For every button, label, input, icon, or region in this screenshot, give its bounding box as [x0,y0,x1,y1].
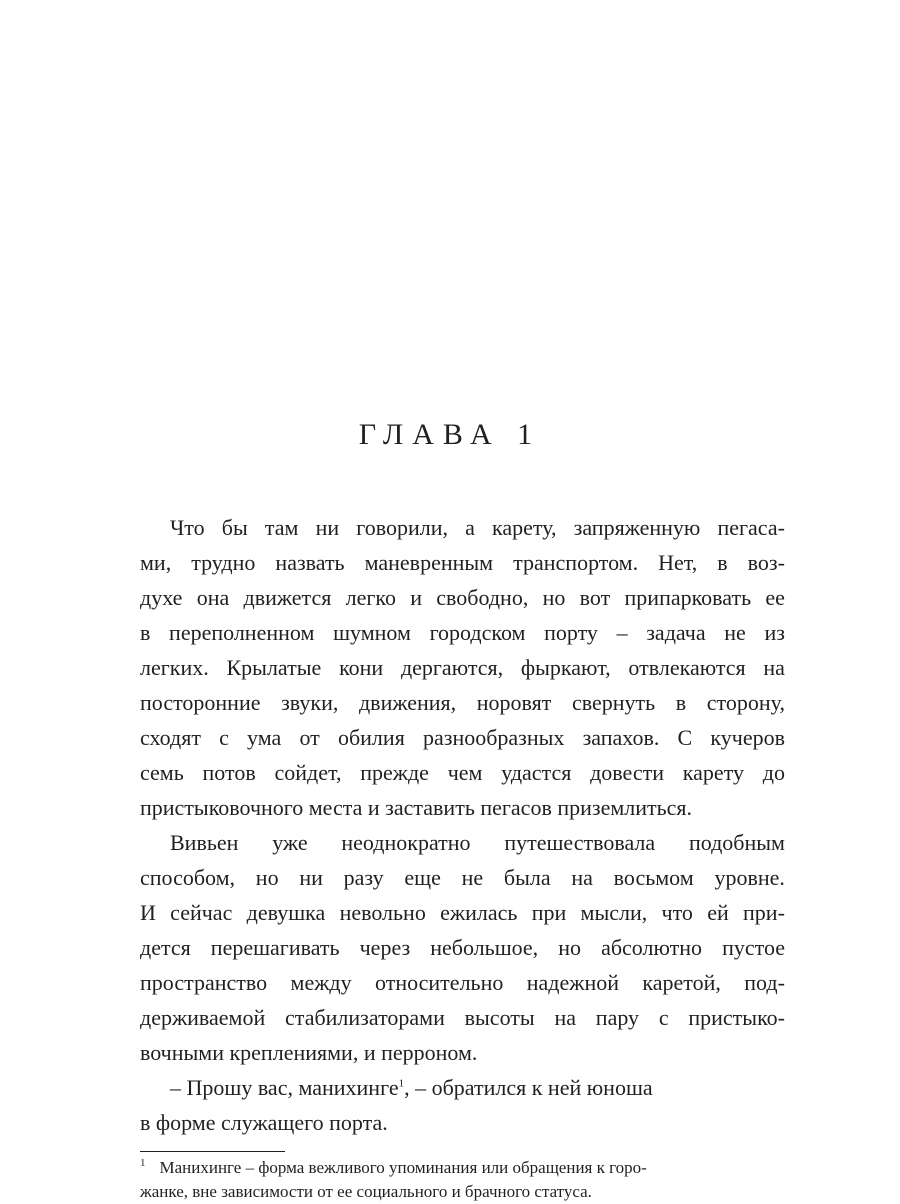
word: норовят [476,690,552,715]
text-line [140,965,785,1000]
paragraph-1 [140,510,785,825]
word: припарковать [624,585,752,610]
word: подобным [688,830,785,855]
dialogue-text: – Прошу вас, манихинге [170,1075,399,1100]
word: ежилась [440,900,518,925]
word: духе [140,585,183,610]
text-line [140,545,785,580]
word: довести [590,760,665,785]
word: Что [170,515,205,540]
chapter-body [140,510,785,1140]
word: при [531,900,567,925]
text-line [140,930,785,965]
footnote-divider [140,1151,285,1152]
word: – [616,620,628,645]
word: легких. [140,655,209,680]
word: до [762,760,785,785]
word: Нет, [658,550,698,575]
word: с [219,725,229,750]
word: из [764,620,785,645]
word: высоты [464,1005,535,1030]
text-line [140,720,785,755]
word: но [542,585,566,610]
word: назвать [275,550,345,575]
word: держиваемой [140,1005,266,1030]
word: легко [345,585,396,610]
word: надежной [526,970,619,995]
word: фыркают, [520,655,611,680]
word: она [196,585,230,610]
word: кони [339,655,384,680]
footnote-ref: 1 [398,1077,405,1090]
word: а [465,515,475,540]
word: не [461,865,484,890]
word: между [290,970,352,995]
word: пару [595,1005,640,1030]
text-line [140,1070,785,1105]
text-line [140,755,785,790]
word: дергаются, [400,655,504,680]
word: семь [140,760,184,785]
word: в [140,620,151,645]
word: ее [765,585,785,610]
word: уже [272,830,308,855]
word: но [255,865,279,890]
word: уровне. [714,865,785,890]
footnote-line: жанке, вне зависимости от ее социального и брачного статуса. [140,1182,592,1201]
word: свернуть [571,690,656,715]
word: пристыко- [688,1005,785,1030]
word: обилия [337,725,405,750]
word: звуки, [281,690,339,715]
word: карету [682,760,745,785]
word: относительно [375,970,504,995]
word: девушка [246,900,326,925]
word: пространство [140,970,268,995]
word: на [763,655,785,680]
word: Крылатые [226,655,322,680]
word: дется [140,935,191,960]
word: пустое [722,935,785,960]
word: под- [744,970,785,995]
word: там [264,515,299,540]
word: в [675,690,687,715]
word: ни [315,515,340,540]
word: движения, [358,690,457,715]
text-line [140,650,785,685]
word: что [661,900,693,925]
text-line: пристыковочного места и заставить пегасов приземлиться. [140,795,693,820]
word: задача [646,620,706,645]
word: небольшое, [430,935,539,960]
word: сторону, [706,690,785,715]
text-line [140,825,785,860]
word: невольно [339,900,426,925]
word: ей [707,900,729,925]
word: мысли, [580,900,648,925]
word: прежде [360,760,429,785]
text-line [140,860,785,895]
word: от [299,725,320,750]
word: порту [544,620,598,645]
text-line [140,510,785,545]
word: но [558,935,582,960]
word: ни [299,865,323,890]
word: чем [447,760,483,785]
word: свободно, [436,585,529,610]
word: потов [202,760,256,785]
word: запахов. [582,725,660,750]
chapter-title: ГЛАВА 1 [358,418,542,451]
word: кучеров [710,725,785,750]
word: стабилизаторами [285,1005,445,1030]
text-line [140,1000,785,1035]
word: пегаса- [717,515,785,540]
word: ми, [140,550,172,575]
word: Вивьен [170,830,239,855]
word: С [677,725,693,750]
word: городском [429,620,526,645]
word: отвлекаются [628,655,746,680]
dialogue-text: , – обратился к ней юноша [404,1075,653,1100]
footnote [140,1156,785,1204]
word: сойдет, [274,760,342,785]
word: на [571,865,593,890]
word: сходят [140,725,201,750]
text-line [140,580,785,615]
word: при- [743,900,785,925]
word: транспортом. [513,550,639,575]
word: способом, [140,865,236,890]
word: сейчас [170,900,233,925]
word: вот [579,585,611,610]
word: абсолютно [601,935,703,960]
page-content [140,510,785,1204]
word: карету, [492,515,557,540]
word: переполненном [169,620,315,645]
word: с [658,1005,669,1030]
word: И [140,900,156,925]
footnote-line [140,1156,785,1180]
word: еще [404,865,441,890]
text-line: вочными креплениями, и перроном. [140,1040,478,1065]
word: удастся [501,760,572,785]
word: не [724,620,746,645]
footnote-number: 1 [140,1157,146,1170]
word: перешагивать [210,935,340,960]
word: и [410,585,423,610]
text-line [140,685,785,720]
word: на [554,1005,577,1030]
word: маневренным [364,550,494,575]
word: посторонние [140,690,261,715]
word: разнообразных [422,725,565,750]
word: говорили, [356,515,448,540]
word: движется [243,585,332,610]
word: путешествовала [504,830,656,855]
paragraph-2 [140,825,785,1070]
text-line [140,895,785,930]
word: в [717,550,728,575]
word: воз- [747,550,785,575]
word: запряженную [573,515,701,540]
word: восьмом [613,865,694,890]
word: через [359,935,411,960]
word: шумном [333,620,411,645]
word: каретой, [642,970,721,995]
paragraph-3 [140,1070,785,1140]
word: неоднократно [341,830,471,855]
word: трудно [191,550,256,575]
word: разу [343,865,384,890]
word: ума [247,725,282,750]
word: была [503,865,551,890]
footnote-text: Манихинге – форма вежливого упоминания или обращения к горо- [159,1158,647,1177]
text-line: в форме служащего порта. [140,1110,388,1135]
text-line [140,615,785,650]
word: бы [221,515,248,540]
